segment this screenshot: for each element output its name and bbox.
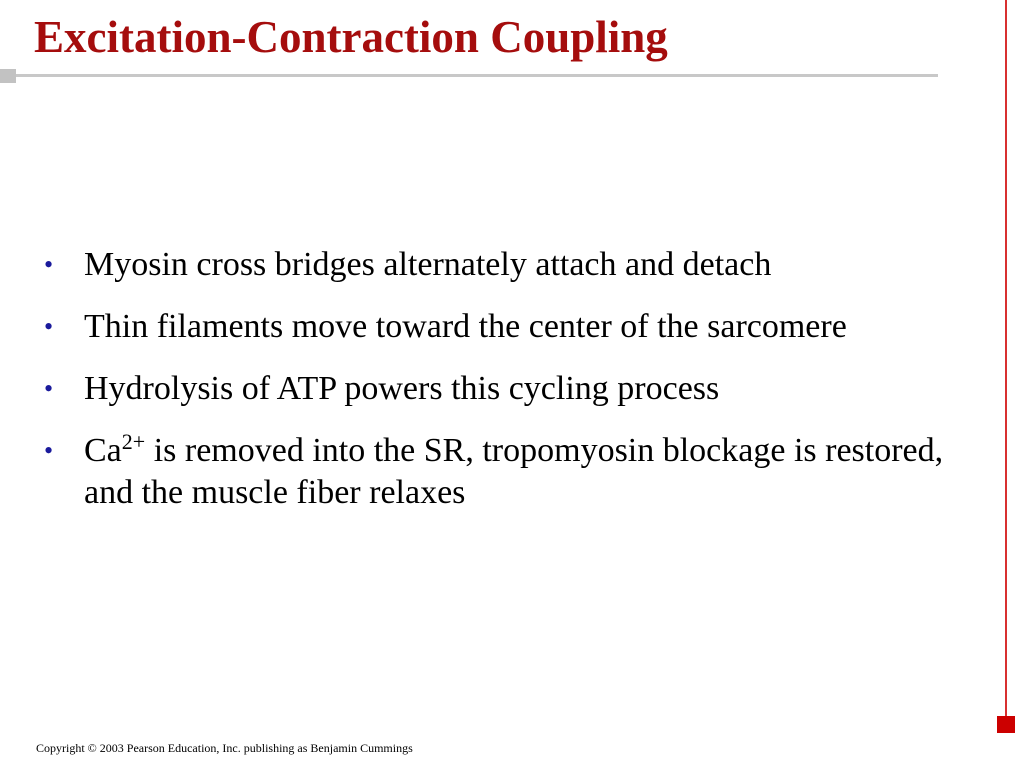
copyright-footer: Copyright © 2003 Pearson Education, Inc. publishing as Benjamin Cummings — [36, 741, 413, 755]
bullet-icon: • — [44, 250, 54, 279]
bullet-item — [42, 244, 952, 286]
right-accent-rule — [1005, 0, 1007, 716]
bullet-icon: • — [44, 436, 54, 465]
bullet-list — [42, 244, 952, 534]
bullet-item — [42, 368, 952, 410]
bullet-icon: • — [44, 312, 54, 341]
bullet-text: Hydrolysis of ATP powers this cycling process — [84, 370, 720, 407]
title-rule — [16, 74, 938, 77]
title-rule-square — [0, 69, 16, 83]
calcium-symbol: Ca — [84, 432, 122, 469]
calcium-charge-superscript: 2+ — [121, 429, 146, 454]
bullet-icon: • — [44, 374, 54, 403]
slide-title: Excitation-Contraction Coupling — [34, 12, 668, 62]
bullet-text: Thin filaments move toward the center of the sarcomere — [84, 308, 847, 345]
bullet-item — [42, 430, 952, 514]
bullet-text: is removed into the SR, tropomyosin blockage is restored, and the muscle fiber relaxes — [84, 432, 944, 511]
bullet-item — [42, 306, 952, 348]
right-accent-square — [997, 716, 1015, 733]
bullet-text: Myosin cross bridges alternately attach and detach — [84, 246, 772, 283]
